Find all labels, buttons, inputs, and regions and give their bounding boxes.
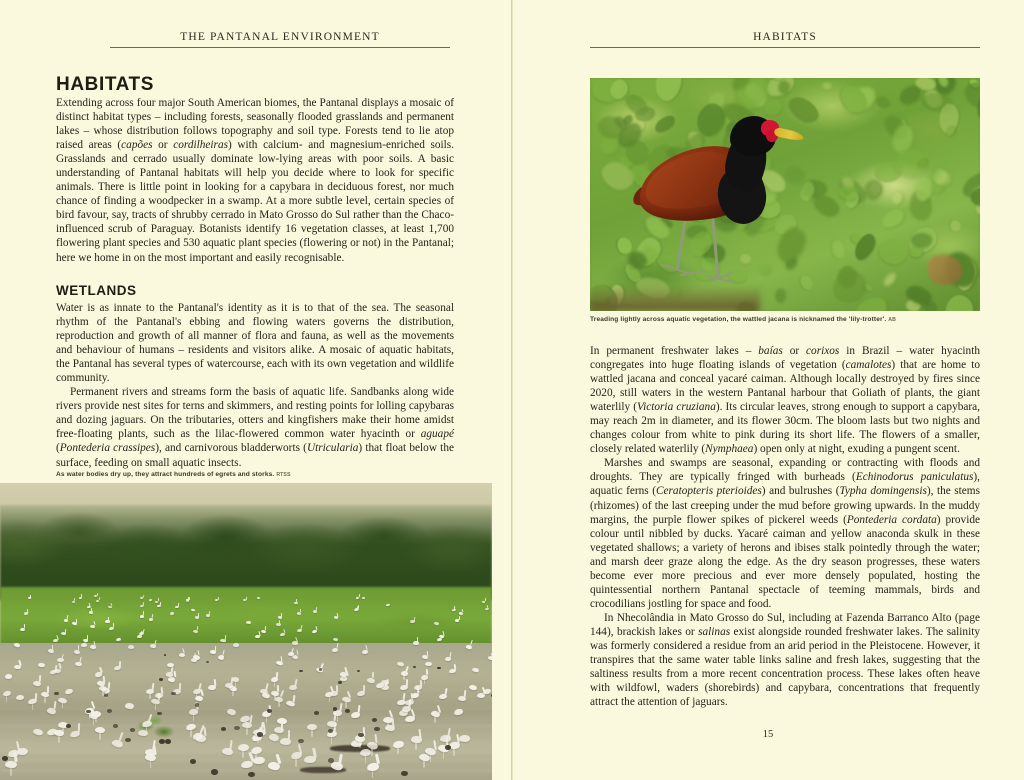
egret-neck	[53, 701, 56, 709]
dark-bird	[358, 733, 364, 737]
page-number: 15	[762, 729, 774, 740]
egret	[140, 614, 144, 617]
dark-bird	[333, 707, 338, 711]
vegetation-leaf	[978, 99, 980, 121]
dark-bird	[248, 772, 255, 777]
egret-neck	[140, 631, 142, 636]
photo-treeline	[0, 505, 492, 600]
egret-neck	[87, 634, 88, 639]
egret	[491, 609, 492, 612]
paragraph: Permanent rivers and streams form the basis of aquatic life. Sandbanks along wide rivers provide nest sites for terns and skimmers, and resting points for lolling capybaras and dozing jaguars. On the tributaries, otters and kingfishers make their home amidst free-floating plants, such as the lilac-flowered common water hyacinth or aguapé (Pontederia crassipes), and carnivorous bladderworts (Utricularia) that float below the surface, feeding on small aquatic insects.	[56, 386, 454, 469]
egret-reflection	[430, 755, 432, 763]
dark-bird	[211, 769, 218, 774]
vegetation-leaf	[790, 306, 836, 311]
right-page	[512, 0, 1024, 780]
jacana-bill	[773, 127, 804, 142]
water-ripple	[0, 709, 492, 711]
egret-neck	[158, 598, 159, 601]
egret	[38, 663, 45, 668]
egret-reflection	[329, 696, 331, 702]
right-body-text	[590, 344, 980, 709]
egret-reflection	[415, 742, 417, 750]
dark-bird	[267, 709, 272, 713]
egret-neck	[119, 661, 121, 667]
dark-bird	[491, 694, 492, 697]
vegetation-leaf	[940, 291, 977, 311]
photo-jacana-bird	[630, 100, 830, 290]
spread-gutter	[511, 0, 513, 780]
egret	[128, 644, 134, 648]
egret-neck	[458, 615, 459, 619]
water-ripple	[0, 769, 492, 771]
dark-bird	[345, 709, 350, 713]
egret-reflection	[93, 719, 95, 726]
egret-reflection	[99, 733, 101, 740]
egret-reflection	[423, 760, 425, 768]
running-head-left-text: THE PANTANAL ENVIRONMENT	[180, 31, 380, 43]
egret-neck	[300, 609, 301, 612]
vegetation-leaf	[775, 288, 786, 303]
egret-neck	[75, 619, 76, 623]
egret	[256, 597, 259, 599]
caption-egrets-photo	[56, 470, 291, 480]
dark-bird	[257, 732, 263, 736]
egret-reflection	[232, 691, 234, 697]
egret-reflection	[266, 717, 268, 724]
egret-neck	[213, 679, 215, 686]
egret-neck	[420, 680, 422, 687]
egret-reflection	[58, 736, 60, 743]
egret	[64, 618, 69, 621]
jacana-leg	[711, 218, 719, 280]
egret-reflection	[359, 741, 361, 749]
paragraph: In Nhecolândia in Mato Grosso do Sul, including at Fazenda Barranco Alto (page 144), brackish lakes or salinas exist alongside rounded freshwater lakes. The salinity was formerly considered a residue from an arid period in the Pleistocene. However, it transpires that the same water table links saline and fresh lakes, suggesting that the saltiness results from a more recent concentration process. These lakes often heave with wildfowl, waders (shorebirds) and capybara, concentrations that frequently attract the attention of jaguars.	[590, 611, 980, 709]
egret-reflection	[193, 714, 195, 721]
photo-egrets-wetland	[0, 483, 492, 780]
vegetation-leaf	[979, 267, 980, 281]
dark-bird	[401, 771, 408, 776]
egret-neck	[336, 613, 338, 617]
vegetation-leaf	[876, 94, 891, 107]
vegetation-leaf	[831, 239, 846, 259]
jacana-leg	[676, 216, 687, 270]
egret-reflection	[453, 748, 455, 756]
running-head-right-text: HABITATS	[753, 31, 817, 43]
paragraph: Marshes and swamps are seasonal, expanding or contracting with floods and droughts. They are typically fringed with burheads (Echinodorus paniculatus), aquatic ferns (Ceratopteris pterioides) and bulrushes (Typha domingensis), the stems (rhizomes) of the last creeping under the mud before growing upwards. In the muddy margins, the purple flower spikes of pickerel weeds (Pontederia cordata) provide colour until nibbled by ducks. Yacaré caiman and yellow anaconda skulk in these vegetated shallows; a variety of herons and ibises stalk pointedly through the water; and marsh deer graze along the edge. As the dry season progresses, these waters become ever more precious and ever more densely populated, hosting the quintessential northern Pantanal spectacle of teeming mammals, birds and crocodilians jostling for space and food.	[590, 457, 980, 610]
caption-text: Treading lightly across aquatic vegetation, the wattled jacana is nicknamed the 'lily-trotter'.	[590, 316, 887, 323]
egret-reflection	[365, 755, 367, 763]
egret-neck	[158, 693, 160, 700]
egret-neck	[64, 628, 66, 632]
dark-bird	[159, 678, 163, 681]
egret	[491, 651, 492, 656]
egret-reflection	[10, 768, 12, 776]
running-head-left	[110, 30, 450, 52]
photo-wattled-jacana	[590, 78, 980, 311]
vegetation-leaf	[882, 271, 900, 289]
egret-reflection	[397, 747, 399, 755]
vegetation-leaf	[911, 232, 932, 248]
vegetation-leaf	[830, 268, 870, 305]
egret-reflection	[274, 695, 276, 701]
water-ripple	[0, 751, 492, 753]
egret-neck	[245, 597, 246, 600]
egret-reflection	[434, 717, 436, 724]
vegetation-leaf	[821, 81, 833, 91]
egret-reflection	[44, 697, 46, 703]
egret-neck	[47, 686, 49, 693]
egret	[459, 735, 470, 742]
egret-reflection	[295, 759, 297, 767]
egret	[5, 674, 13, 679]
paragraph: Water is as innate to the Pantanal's identity as it is to that of the sea. The seasonal rhythm of the Pantanal's ebbing and flowing waters governs the distribution, reproduction and growth of all manner of flora and fauna, as well as the movements and behaviour of humans – residents and visitors alike. A mosaic of aquatic habitats, the Pantanal has several types of watercourse, each with its own vegetation and wildlife community.	[56, 302, 454, 385]
dark-bird	[221, 727, 227, 731]
egret-reflection	[403, 675, 405, 680]
section-heading-wetlands: WETLANDS	[56, 283, 137, 298]
page-title-habitats: HABITATS	[56, 74, 155, 95]
photo-credit: AB	[888, 317, 896, 323]
egret-neck	[224, 635, 226, 640]
egret-neck	[78, 723, 81, 732]
running-head-left-rule	[110, 47, 450, 48]
dark-bird	[171, 692, 175, 695]
egret	[327, 720, 337, 727]
running-head-right	[590, 30, 980, 52]
vegetation-leaf	[950, 220, 962, 233]
egret-reflection	[337, 715, 339, 722]
egret	[178, 653, 184, 657]
egret-neck	[113, 623, 114, 627]
dark-bird	[125, 738, 131, 743]
left-body-text-wetlands	[56, 301, 454, 470]
photo-twig	[928, 255, 962, 285]
egret-neck	[24, 624, 25, 628]
dark-bird	[107, 709, 112, 713]
vegetation-leaf	[890, 190, 903, 205]
egret-neck	[143, 611, 144, 615]
egret-reflection	[372, 769, 374, 778]
egret-neck	[461, 609, 463, 613]
egret-neck	[287, 730, 290, 739]
paragraph: Extending across four major South American biomes, the Pantanal displays a mosaic of distinct habitat types – including forests, seasonally flooded grasslands and permanent lakes – whose distribution follows topography and soil type. Forests tend to lie atop raised areas (capões or cordilheiras) with calcium- and magnesium-enriched soils. Grasslands and cerrado usually dominate low-lying areas with poor soils. A basic understanding of Pantanal habitats will help you decide where to look for specific animals. There is little point in looking for a capybara in deciduous forest, nor much chance of finding a woodpecker in a swamp. At a more subtle level, certain species of bird favour, say, tracts of shrubby cerrado in Mato Grosso do Sul rather than the Chaco-influenced scrub of Paraguay. Botanists identify 16 vegetation classes, at least 1,700 flowering plant species and 530 aquatic plant species (flowering or not) in the Pantanal; here we home in on the most important and easily recognisable.	[56, 97, 455, 264]
egret-reflection	[149, 693, 151, 699]
water-ripple	[0, 678, 492, 680]
egret-neck	[279, 620, 280, 624]
egret	[125, 703, 134, 709]
egret-neck	[484, 598, 485, 601]
dark-bird	[299, 670, 303, 673]
egret-reflection	[371, 748, 373, 756]
dark-bird	[445, 745, 451, 750]
caption-jacana-photo	[590, 315, 896, 325]
egret-reflection	[278, 701, 280, 707]
egret-reflection	[257, 736, 259, 743]
egret	[170, 611, 175, 614]
egret-neck	[142, 602, 144, 605]
running-head-right-rule	[590, 47, 980, 48]
egret-neck	[281, 613, 282, 617]
egret-neck	[277, 684, 279, 691]
left-body-text-habitats	[56, 96, 454, 265]
egret	[246, 621, 251, 624]
egret-reflection	[311, 730, 313, 737]
vegetation-leaf	[875, 235, 910, 269]
egret-reflection	[246, 728, 248, 735]
egret	[233, 642, 239, 646]
egret-neck	[160, 602, 161, 605]
vegetation-leaf	[879, 206, 907, 231]
egret	[149, 617, 153, 620]
dark-bird	[2, 756, 9, 761]
egret	[362, 597, 365, 599]
dark-bird	[130, 728, 136, 732]
egret-reflection	[242, 750, 244, 758]
egret-reflection	[255, 753, 257, 761]
water-ripple	[0, 661, 492, 663]
egret-reflection	[417, 690, 419, 696]
egret-neck	[198, 613, 199, 617]
photo-credit: RTSS	[276, 472, 291, 478]
vegetation-leaf	[770, 309, 797, 311]
paragraph: In permanent freshwater lakes – baías or corixos in Brazil – water hyacinth congregates into huge floating islands of vegetation (camalotes) that are home to wattled jacana and conceal yacaré caiman. Although locally destroyed by fires since 2020, still waters in the western Pantanal harbour that Goliath of plants, the giant waterlily (Victoria cruziana). Its circular leaves, strong enough to support a capybara, may reach 2m in diameter, and its flower 30cm. The bloom lasts but two nights and changes colour from white to pink during its short life. The flowers of a smaller, closely related waterlily (Nymphaea) open only at night, exuding a pungent scent.	[590, 345, 980, 456]
dark-bird	[54, 692, 58, 695]
egret-reflection	[345, 702, 347, 708]
dark-bird	[234, 726, 240, 730]
egret-neck	[34, 693, 36, 700]
caption-text: As water bodies dry up, they attract hundreds of egrets and storks.	[56, 471, 275, 478]
dark-bird	[165, 739, 171, 744]
egret-reflection	[190, 730, 192, 737]
egret-reflection	[274, 682, 276, 687]
